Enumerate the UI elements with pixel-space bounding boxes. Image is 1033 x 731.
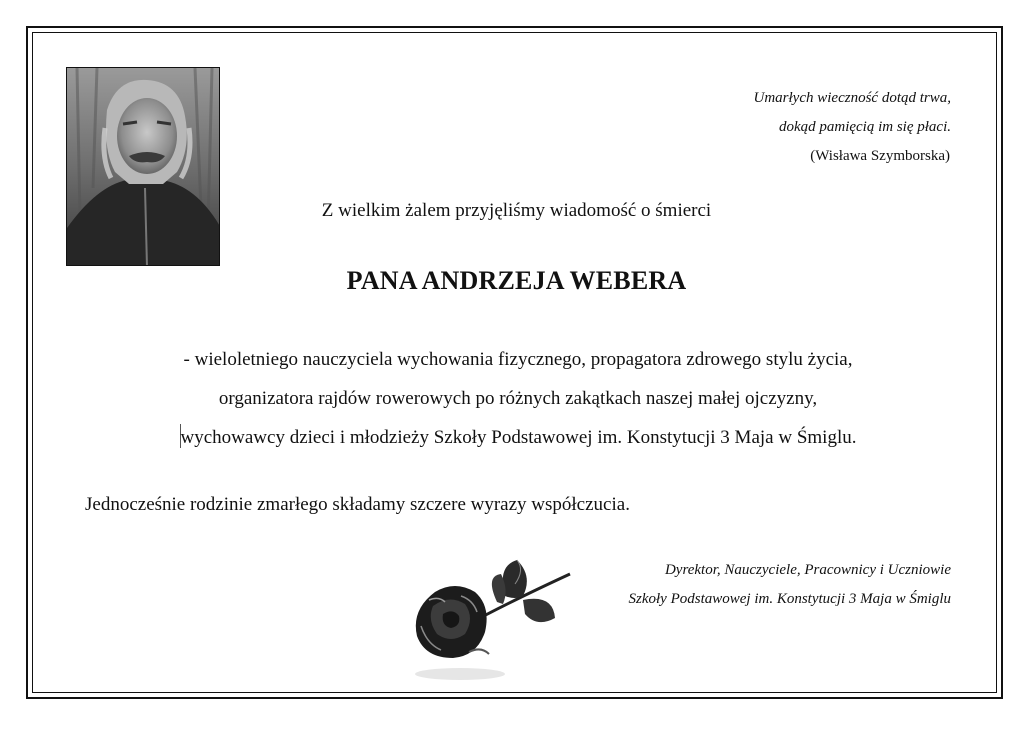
- condolence-text: Jednocześnie rodzinie zmarłego składamy szczere wyrazy współczucia.: [85, 494, 630, 515]
- signature-line-2: Szkoły Podstawowej im. Konstytucji 3 Maja w Śmiglu: [628, 591, 951, 607]
- quote-line-1: Umarłych wieczność dotąd trwa,: [753, 90, 951, 106]
- quote-line-2: dokąd pamięcią im się płaci.: [778, 119, 951, 135]
- intro-text: [0, 200, 1033, 222]
- quote-author: (Wisława Szymborska): [810, 148, 950, 164]
- signature-block: [629, 556, 952, 614]
- portrait-photo: [66, 67, 220, 266]
- description-line-1: - wieloletniego nauczyciela wychowania fizycznego, propagatora zdrowego stylu życia,: [183, 349, 853, 370]
- intro-line: Z wielkim żalem przyjęliśmy wiadomość o śmierci: [321, 200, 712, 221]
- deceased-name: PANA ANDRZEJA WEBERA: [346, 266, 687, 295]
- description-line-3-wrap: [0, 418, 1033, 457]
- rose-image: [405, 556, 575, 682]
- description-line-3: wychowawcy dzieci i młodzieży Szkoły Podstawowej im. Konstytucji 3 Maja w Śmiglu.: [180, 427, 857, 448]
- description-block: [0, 340, 1033, 457]
- description-line-2: organizatora rajdów rowerowych po różnych zakątkach naszej małej ojczyzny,: [218, 388, 818, 409]
- signature-line-1: Dyrektor, Nauczyciele, Pracownicy i Uczniowie: [664, 562, 951, 578]
- quote-block: [754, 84, 951, 171]
